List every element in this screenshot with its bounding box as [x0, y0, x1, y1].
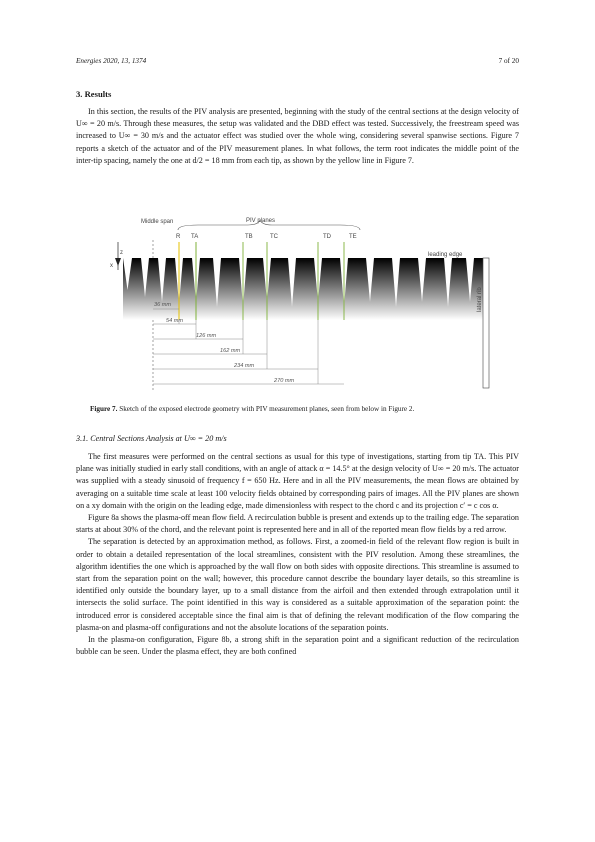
electrode-geometry-figure [108, 212, 498, 392]
figure-caption-label: Figure 7. [90, 405, 118, 413]
z-arrow-icon [115, 258, 121, 266]
subsection-title: 3.1. Central Sections Analysis at U∞ = 20 m/s [76, 434, 227, 443]
intro-paragraph: In this section, the results of the PIV analysis are presented, beginning with the study of the central sections at the design velocity of U∞ = 20 m/s. Through these measures, the setup was validated and the DBD effect was tested. Successively, the freestream speed was increased to U∞ = 30 m/s and the actuator effect was studied over the whole wing, considering several spanwise sections. Figure 7 reports a sketch of the actuator and of the PIV measurement planes. In what follows, the term root indicates the middle point of the inter-tip spacing, namely the one at d/2 = 18 mm from each tip, as shown by the yellow line in Figure 7. [76, 107, 519, 165]
intro-paragraph-block [76, 106, 519, 167]
td-label: TD [323, 234, 331, 240]
distance-270mm: 270 mm [274, 378, 295, 384]
te-label: TE [349, 234, 357, 240]
distance-162mm: 162 mm [220, 348, 241, 354]
distance-36mm: 36 mm [154, 302, 172, 308]
section-title: 3. Results [76, 89, 112, 99]
page-number: 7 of 20 [498, 57, 519, 65]
paragraph-1: The first measures were performed on the central sections as usual for this type of investigations, starting from tip TA. This PIV plane was initially studied in early stall conditions, with an angle of attack α = 14.5° at the design velocity of U∞ = 20 m/s. The actuator was supplied with a steady sinusoid of frequency f = 650 Hz. Here and in all the PIV measurements, the mean flows are obtained by averaging on a suitable time scale at least 100 velocity fields obtained by corresponding pairs of images. All the PIV planes are shown on a xy domain with the origin on the leading edge, made dimensionless with respect to the chord c and its projection c′ = c cos α. [76, 452, 519, 510]
journal-header: Energies 2020, 13, 1374 [76, 57, 147, 65]
figure-caption [90, 404, 506, 415]
tb-label: TB [245, 234, 253, 240]
body-paragraphs [76, 451, 519, 658]
middle-span-label: Middle span [141, 219, 174, 225]
lateral-rib [483, 258, 489, 388]
leading-edge-label: leading edge [428, 252, 463, 258]
ta-label: TA [191, 234, 199, 240]
piv-planes-label: PIV planes [246, 218, 276, 224]
distance-234mm: 234 mm [234, 363, 255, 369]
z-axis-label: z [120, 250, 123, 256]
lateral-rib-label: lateral rib [477, 287, 483, 312]
tc-label: TC [270, 234, 278, 240]
paragraph-4: In the plasma-on configuration, Figure 8b, a strong shift in the separation point and a significant reduction of the recirculation bubble can be seen. Under the plasma effect, they are both confined [76, 635, 519, 657]
distance-54mm: 54 mm [166, 318, 184, 324]
paragraph-2: Figure 8a shows the plasma-off mean flow field. A recirculation bubble is present and extends up to the trailing edge. The separation starts at about 30% of the chord, and the relevant point is represented here and in all of the reported mean flow fields by a red arrow. [76, 513, 519, 535]
root-label: R [176, 234, 181, 240]
distance-126mm: 126 mm [196, 333, 217, 339]
figure-caption-text: Sketch of the exposed electrode geometry with PIV measurement planes, seen from below in Figure 2. [119, 405, 415, 413]
paragraph-3: The separation is detected by an approximation method, as follows. First, a zoomed-in field of the relevant flow region is built in order to obtain a detailed representation of the local streamlines, consistent with the PIV resolution. Among these streamlines, the algorithm identifies the one which is approached by the wall flow on both sides with opposite directions. This streamline is assumed to start from the separation point on the wall; however, this procedure cannot describe the boundary layer details, so this streamline is identified only outside the boundary layer, up to a small distance from the airfoil and then extended through extrapolation until it intersects the solid surface. The point identified in this way is considered as a suitable approximation of the separation point: the introduced error is considered acceptable since the final aim is that of defining the relevant modification of the flow comparing the plasma-on and plasma-off configurations and not the absolute locations of the separation points. [76, 537, 519, 632]
x-axis-label: x [110, 263, 113, 269]
